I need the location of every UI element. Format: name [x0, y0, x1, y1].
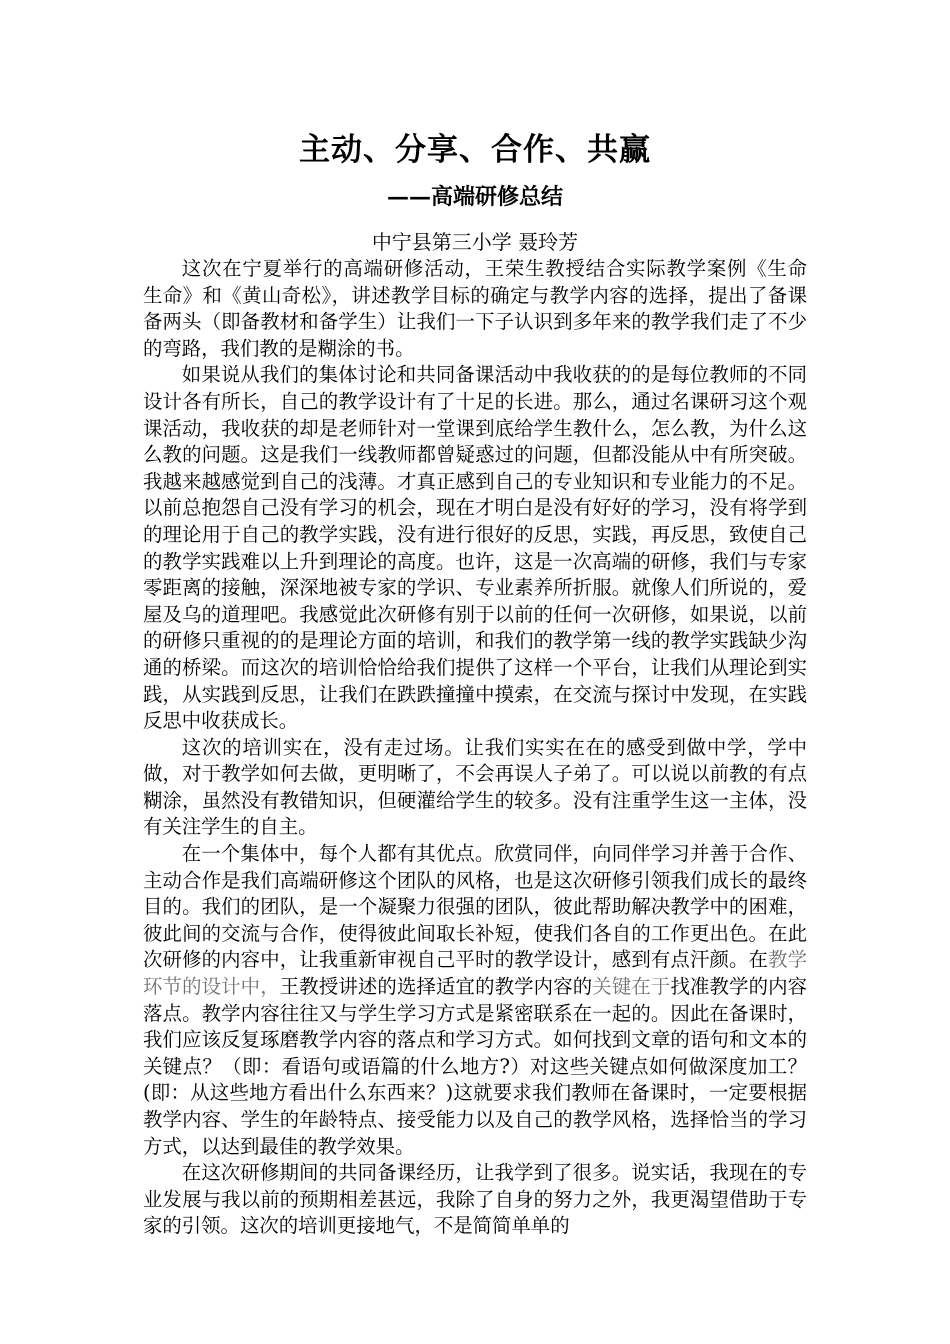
paragraph-4-part-e: 找准教学的内容落点。教学内容往往又与学生学习方式是紧密联系在一起的。因此在备课时，我们应该反复琢磨教学内容的落点和学习方式。如何找到文章的语句和文本的关键点？（即：看语句或语篇的什么地方?）对这些关键点如何做深度加工？(即：从这些地方看出什么东西来？)这就要求我们教师在备课时，一定要根据教学内容、学生的年龄特点、接受能力以及自己的教学风格，选择恰当的学习方式，以达到最佳的教学效果。 — [143, 975, 808, 1158]
document-title: 主动、分享、合作、共赢 — [299, 132, 651, 168]
paragraph-4-part-c: 王教授讲述的选择适宜的教学内容的 — [279, 975, 593, 999]
paragraph-4-highlight-2: 关键在于 — [592, 975, 671, 999]
document-author: 中宁县第三小学 聂玲芳 — [371, 230, 579, 254]
document-page — [143, 128, 807, 1240]
paragraph-1: 这次在宁夏举行的高端研修活动，王荣生教授结合实际教学案例《生命 生命》和《黄山奇松》，讲述教学目标的确定与教学内容的选择，提出了备课备两头（即备教材和备学生）让我们一下子认识到多年来的教学我们走了不少的弯路，我们教的是糊涂的书。 — [143, 257, 807, 360]
paragraph-4 — [143, 841, 807, 1160]
paragraph-3: 这次的培训实在，没有走过场。让我们实实在在的感受到做中学，学中做，对于教学如何去做，更明晰了，不会再误人子弟了。可以说以前教的有点糊涂，虽然没有教错知识，但硬灌给学生的较多。没有注重学生这一主体，没有关注学生的自主。 — [143, 735, 807, 839]
paragraph-4-part-a: 在一个集体中，每个人都有其优点。欣赏同伴，向同伴学习并善于合作、主动合作是我们高端研修这个团队的风格，也是这次研修引领我们成长的最终目的。我们的团队，是一个凝聚力很强的团队，彼此帮助解决教学中的困难，彼此间的交流与合作，使得彼此间取长补短，使我们各自的工作更出色。在此次研修的内容中，让我重新审视自己平时的教学设计，感到有点汗颜。在 — [143, 842, 807, 972]
paragraph-2: 如果说从我们的集体讨论和共同备课活动中我收获的的是每位教师的不同设计各有所长，自己的教学设计有了十足的长进。那么，通过名课研习这个观课活动，我收获的却是老师针对一堂课到底给学生教什么，怎么教，为什么这么教的问题。这是我们一线教师都曾疑惑过的问题，但都没能从中有所突破。我越来越感觉到自己的浅薄。才真正感到自己的专业知识和专业能力的不足。以前总抱怨自己没有学习的机会，现在才明白是没有好好的学习，没有将学到的理论用于自己的教学实践，没有进行很好的反思，实践，再反思，致使自己的教学实践难以上升到理论的高度。也许，这是一次高端的研修，我们与专家零距离的接触，深深地被专家的学识、专业素养所折服。就像人们所说的，爱屋及乌的道理吧。我感觉此次研修有别于以前的任何一次研修，如果说，以前的研修只重视的的是理论方面的培训，和我们的教学第一线的教学实践缺少沟通的桥梁。而这次的培训恰恰给我们提供了这样一个平台，让我们从理论到实践，从实践到反思，让我们在跌跌撞撞中摸索，在交流与探讨中发现，在实践反思中收获成长。 — [143, 363, 807, 733]
document-subtitle: ——高端研修总结 — [386, 184, 563, 210]
paragraph-5: 在这次研修期间的共同备课经历，让我学到了很多。说实话，我现在的专业发展与我以前的预期相差甚远，我除了自身的努力之外，我更渴望借助于专家的引领。这次的培训更接地气，不是简简单单的 — [143, 1161, 807, 1238]
paragraph-4-highlight-1: 教学环节的设计中， — [143, 948, 808, 999]
